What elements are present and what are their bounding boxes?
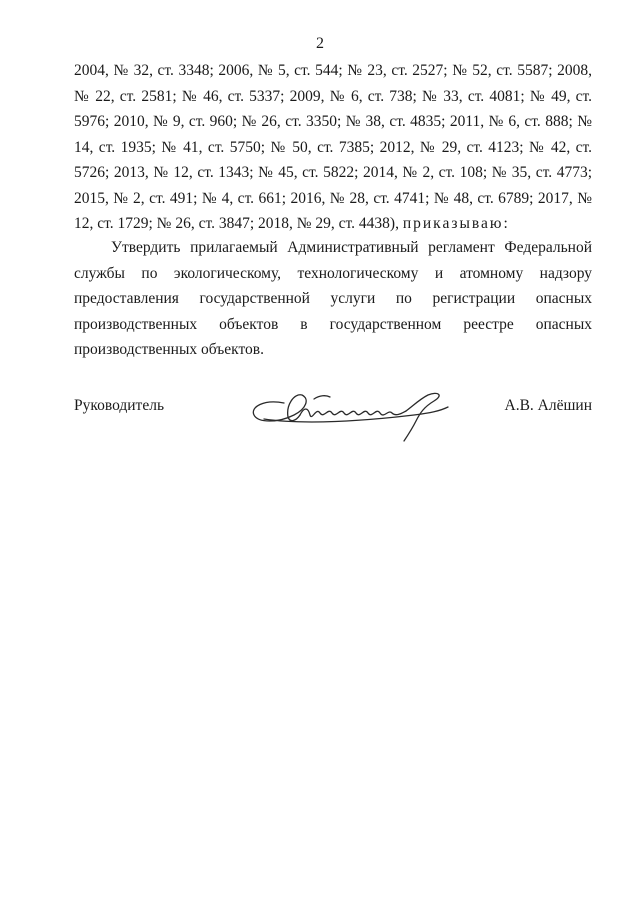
signer-name: А.В. Алёшин <box>504 397 592 414</box>
order-word: приказываю: <box>402 215 510 232</box>
handwritten-signature <box>244 385 464 445</box>
citations-text: 2004, № 32, ст. 3348; 2006, № 5, ст. 544; № 23, ст. 2527; № 52, ст. 5587; 2008, № 22, ст. 2581; № 46, ст. 5337; 2009, № 6, ст. 738; № 33, ст. 4081; № 49, ст. 5976; 2010, № 9, ст. 960; № 26, ст. 3350; № 38, ст. 4835; 2011, № 6, ст. 888; № 14, ст. 1935; № 41, ст. 5750; № 50, ст. 7385; 2012, № 29, ст. 4123; № 42, ст. 5726; 2013, № 12, ст. 1343; № 45, ст. 5822; 2014, № 2, ст. 108; № 35, ст. 4773; 2015, № 2, ст. 491; № 4, ст. 661; 2016, № 28, ст. 4741; № 48, ст. 6789; 2017, № 12, ст. 1729; № 26, ст. 3847; 2018, № 29, ст. 4438), <box>74 62 592 232</box>
page-number: 2 <box>316 35 324 52</box>
signature-block <box>74 385 592 445</box>
legal-citations-paragraph <box>74 58 592 237</box>
signer-position: Руководитель <box>74 397 165 414</box>
order-paragraph: Утвердить прилагаемый Административный регламент Федеральной службы по экологическому, технологическому и атомному надзору предоставления государственной услуги по регистрации опасных производственных объектов в государственном реестре опасных производственных объектов. <box>74 239 592 358</box>
